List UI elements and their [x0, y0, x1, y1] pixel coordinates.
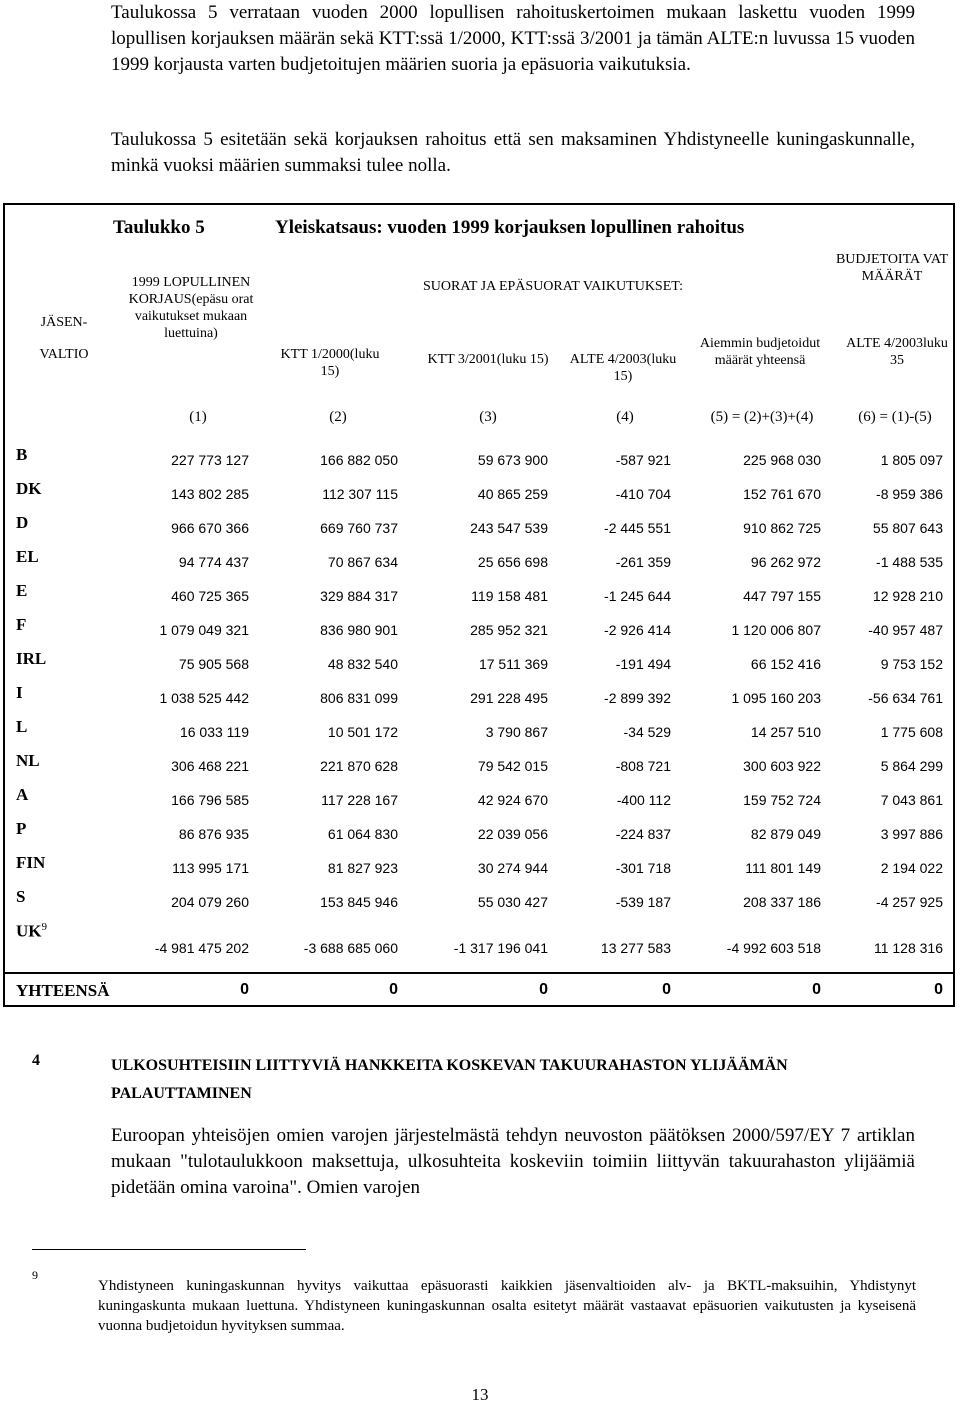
table-cell-col5: 111 801 149 [745, 860, 821, 876]
table-cell-col6: -40 957 487 [868, 622, 943, 638]
member-state-code: EL [16, 547, 39, 566]
table-5 [3, 203, 955, 1007]
formula-col1: (1) [189, 409, 207, 425]
member-state-label [16, 479, 42, 499]
member-state-label [16, 785, 28, 805]
table-cell-col2: 70 867 634 [327, 554, 398, 570]
table-cell-col6: -8 959 386 [876, 486, 943, 502]
table-cell-col4: -261 359 [615, 554, 671, 570]
member-state-code: FIN [16, 853, 46, 872]
member-state-code: D [16, 513, 29, 532]
header-member-state-2: VALTIO [39, 347, 89, 362]
table-cell-col3: 79 542 015 [477, 758, 548, 774]
member-state-label [16, 717, 27, 737]
footnote-mark: 9 [32, 1268, 38, 1282]
table-cell-col2: 153 845 946 [320, 894, 398, 910]
table-cell-col5: 225 968 030 [743, 452, 821, 468]
table-cell-col2: 81 827 923 [327, 860, 398, 876]
table-cell-col6: 3 997 886 [880, 826, 943, 842]
table-cell-col6: 7 043 861 [880, 792, 943, 808]
total-cell-col4: 0 [662, 981, 671, 998]
header-col5: Aiemmin budjetoidut määrät yhteensä [699, 336, 821, 368]
member-state-label [16, 513, 28, 533]
table-cell-col1: 460 725 365 [171, 588, 249, 604]
table-cell-col3: 243 547 539 [470, 520, 548, 536]
table-cell-col5: 1 095 160 203 [731, 690, 821, 706]
table-cell-col2: 221 870 628 [320, 758, 398, 774]
table-cell-col5: 66 152 416 [750, 656, 821, 672]
table-cell-col1: 16 033 119 [179, 724, 249, 740]
table-cell-col6: -56 634 761 [868, 690, 943, 706]
table-cell-col2: 10 501 172 [327, 724, 398, 740]
table-cell-col5: 82 879 049 [750, 826, 821, 842]
table-cell-col6: 11 128 316 [873, 940, 943, 956]
total-cell-col6: 0 [934, 981, 943, 998]
formula-col2: (2) [329, 409, 347, 425]
table-cell-col1: 86 876 935 [178, 826, 249, 842]
table-cell-col6: 2 194 022 [880, 860, 943, 876]
table-cell-col3: 59 673 900 [477, 452, 548, 468]
table-cell-col5: 152 761 670 [743, 486, 821, 502]
member-state-code: A [16, 785, 29, 804]
member-state-code: P [16, 819, 27, 838]
table-cell-col1: 143 802 285 [171, 486, 249, 502]
header-col4: ALTE 4/2003(luku 15) [569, 352, 677, 384]
header-group-budgeted: BUDJETOITA VAT MÄÄRÄT [835, 252, 949, 284]
table-cell-col2: 329 884 317 [320, 588, 398, 604]
header-member-state-1: JÄSEN- [40, 315, 88, 330]
table-cell-col2: 117 228 167 [321, 792, 398, 808]
member-state-code: UK [16, 921, 42, 941]
table-cell-col6: 5 864 299 [880, 758, 943, 774]
table-cell-col2: 166 882 050 [320, 452, 398, 468]
header-col1: 1999 LOPULLINEN KORJAUS(epäsu orat vaikutukset mukaan luettuina) [128, 275, 254, 341]
member-state-code: L [16, 717, 28, 736]
table-cell-col3: 22 039 056 [477, 826, 548, 842]
header-col2: KTT 1/2000(luku 15) [280, 347, 380, 379]
table-cell-col6: 9 753 152 [880, 656, 943, 672]
table-cell-col2: 669 760 737 [320, 520, 398, 536]
member-state-code: F [16, 615, 27, 634]
table-cell-col4: -2 899 392 [604, 690, 671, 706]
member-state-label [16, 887, 25, 907]
total-cell-col3: 0 [539, 981, 548, 998]
table-cell-col5: 96 262 972 [750, 554, 821, 570]
table-cell-col3: -1 317 196 041 [453, 940, 548, 956]
member-state-code: S [16, 887, 26, 906]
table-cell-col4: -587 921 [615, 452, 671, 468]
section-body: Euroopan yhteisöjen omien varojen järjestelmästä tehdyn neuvoston päätöksen 2000/597/EY 7 artiklan mukaan "tulotaulukkoon maksettuja, ulkosuhteita koskeviin toimiin liittyvän takuurahaston ylijäämiä pidetään omina varoina". Omien varojen [111, 1125, 915, 1198]
member-state-code: E [16, 581, 28, 600]
footnote-text: Yhdistyneen kuningaskunnan hyvitys vaikuttaa epäsuorasti kaikkien jäsenvaltioiden alv- ja BKTL-maksuihin, Yhdistynyt kuningaskunta mukaan luettuna. Yhdistyneen kuningaskunnan osalta esitetyt määrät vastaavat epäsuorien vaikutusten ja kyseisenä vuonna budjetoidun hyvityksen summaa. [98, 1278, 916, 1334]
member-state-label [16, 581, 27, 601]
member-state-code: NL [16, 751, 40, 770]
table-cell-col1: 113 995 171 [172, 860, 249, 876]
header-group-direct-indirect: SUORAT JA EPÄSUORAT VAIKUTUKSET: [422, 279, 684, 294]
member-state-code: IRL [16, 649, 47, 668]
table-label: Taulukko 5 [113, 217, 205, 238]
table-cell-col1: 204 079 260 [171, 894, 249, 910]
member-state-code: I [16, 683, 23, 702]
page-number: 13 [471, 1385, 489, 1404]
table-cell-col3: 30 274 944 [477, 860, 548, 876]
table-cell-col4: -539 187 [615, 894, 671, 910]
table-cell-col5: 300 603 922 [743, 758, 821, 774]
formula-col6: (6) = (1)-(5) [858, 409, 932, 425]
intro-paragraph-1: Taulukossa 5 verrataan vuoden 2000 lopullisen rahoituskertoimen mukaan laskettu vuoden 1999 lopullisen korjauksen määrän sekä KTT:ssä 1/2000, KTT:ssä 3/2001 ja tämän ALTE:n luvussa 15 vuoden 1999 korjausta varten budjetoitujen määrien suoria ja epäsuoria vaikutuksia. [111, 2, 915, 75]
table-cell-col1: 75 905 568 [178, 656, 249, 672]
member-state-label [16, 683, 23, 703]
member-state-label [16, 615, 26, 635]
member-state-label [16, 547, 39, 567]
header-col3: KTT 3/2001(luku 15) [427, 352, 549, 367]
table-cell-col5: 208 337 186 [743, 894, 821, 910]
table-cell-col1: -4 981 475 202 [154, 940, 249, 956]
member-state-label [16, 649, 46, 669]
table-cell-col4: -191 494 [615, 656, 671, 672]
member-state-label [16, 445, 27, 465]
table-cell-col4: -34 529 [623, 724, 671, 740]
table-cell-col3: 17 511 369 [478, 656, 548, 672]
table-cell-col4: -2 445 551 [604, 520, 671, 536]
table-cell-col2: 806 831 099 [320, 690, 398, 706]
table-cell-col3: 55 030 427 [477, 894, 548, 910]
table-cell-col1: 1 079 049 321 [159, 622, 249, 638]
member-state-code: B [16, 445, 28, 464]
member-state-label [16, 921, 47, 942]
table-cell-col4: -1 245 644 [604, 588, 671, 604]
table-cell-col4: -808 721 [615, 758, 671, 774]
total-cell-col1: 0 [240, 981, 249, 998]
table-cell-col4: -410 704 [615, 486, 671, 502]
member-state-label [16, 819, 26, 839]
intro-paragraph-2: Taulukossa 5 esitetään sekä korjauksen rahoitus että sen maksaminen Yhdistyneelle kuningaskunnalle, minkä vuoksi määrien summaksi tulee nolla. [111, 129, 915, 176]
table-cell-col1: 227 773 127 [171, 452, 249, 468]
table-cell-col5: -4 992 603 518 [726, 940, 821, 956]
total-label: YHTEENSÄ [16, 981, 110, 1000]
table-cell-col3: 25 656 698 [477, 554, 548, 570]
table-cell-col4: -301 718 [615, 860, 671, 876]
table-cell-col1: 166 796 585 [171, 792, 249, 808]
table-cell-col6: 12 928 210 [872, 588, 943, 604]
formula-col3: (3) [479, 409, 497, 425]
table-cell-col4: -224 837 [615, 826, 671, 842]
member-state-label [16, 751, 40, 771]
section-number: 4 [32, 1052, 40, 1069]
table-total-separator [5, 972, 953, 974]
table-cell-col6: 1 775 608 [880, 724, 943, 740]
table-cell-col5: 447 797 155 [743, 588, 821, 604]
total-cell-col2: 0 [389, 981, 398, 998]
table-cell-col2: 48 832 540 [327, 656, 398, 672]
table-cell-col2: -3 688 685 060 [303, 940, 398, 956]
footnote-reference: 9 [41, 921, 47, 933]
table-cell-col3: 40 865 259 [477, 486, 548, 502]
footnote-rule [32, 1249, 306, 1250]
table-cell-col2: 61 064 830 [327, 826, 398, 842]
table-cell-col6: -1 488 535 [876, 554, 943, 570]
section-heading: ULKOSUHTEISIIN LIITTYVIÄ HANKKEITA KOSKEVAN TAKUURAHASTON YLIJÄÄMÄN PALAUTTAMINEN [111, 1057, 788, 1102]
table-cell-col1: 306 468 221 [171, 758, 249, 774]
table-cell-col1: 1 038 525 442 [159, 690, 249, 706]
table-cell-col4: 13 277 583 [600, 940, 671, 956]
table-cell-col3: 3 790 867 [485, 724, 548, 740]
table-cell-col3: 42 924 670 [477, 792, 548, 808]
table-cell-col3: 285 952 321 [470, 622, 548, 638]
table-cell-col1: 94 774 437 [178, 554, 249, 570]
table-cell-col3: 119 158 481 [471, 588, 548, 604]
table-cell-col3: 291 228 495 [470, 690, 548, 706]
table-cell-col5: 159 752 724 [743, 792, 821, 808]
formula-col5: (5) = (2)+(3)+(4) [710, 409, 814, 425]
table-cell-col6: 1 805 097 [880, 452, 943, 468]
table-cell-col5: 910 862 725 [743, 520, 821, 536]
table-cell-col4: -400 112 [616, 792, 671, 808]
table-title: Yleiskatsaus: vuoden 1999 korjauksen lopullinen rahoitus [275, 217, 745, 238]
header-col6: ALTE 4/2003luku 35 [846, 336, 948, 368]
member-state-label [16, 853, 45, 873]
total-cell-col5: 0 [812, 981, 821, 998]
table-cell-col5: 1 120 006 807 [731, 622, 821, 638]
table-cell-col2: 836 980 901 [320, 622, 398, 638]
table-cell-col4: -2 926 414 [604, 622, 671, 638]
member-state-code: DK [16, 479, 42, 498]
table-cell-col1: 966 670 366 [171, 520, 249, 536]
table-cell-col6: -4 257 925 [876, 894, 943, 910]
table-cell-col2: 112 307 115 [322, 486, 398, 502]
table-cell-col6: 55 807 643 [872, 520, 943, 536]
formula-col4: (4) [616, 409, 634, 425]
table-cell-col5: 14 257 510 [750, 724, 821, 740]
